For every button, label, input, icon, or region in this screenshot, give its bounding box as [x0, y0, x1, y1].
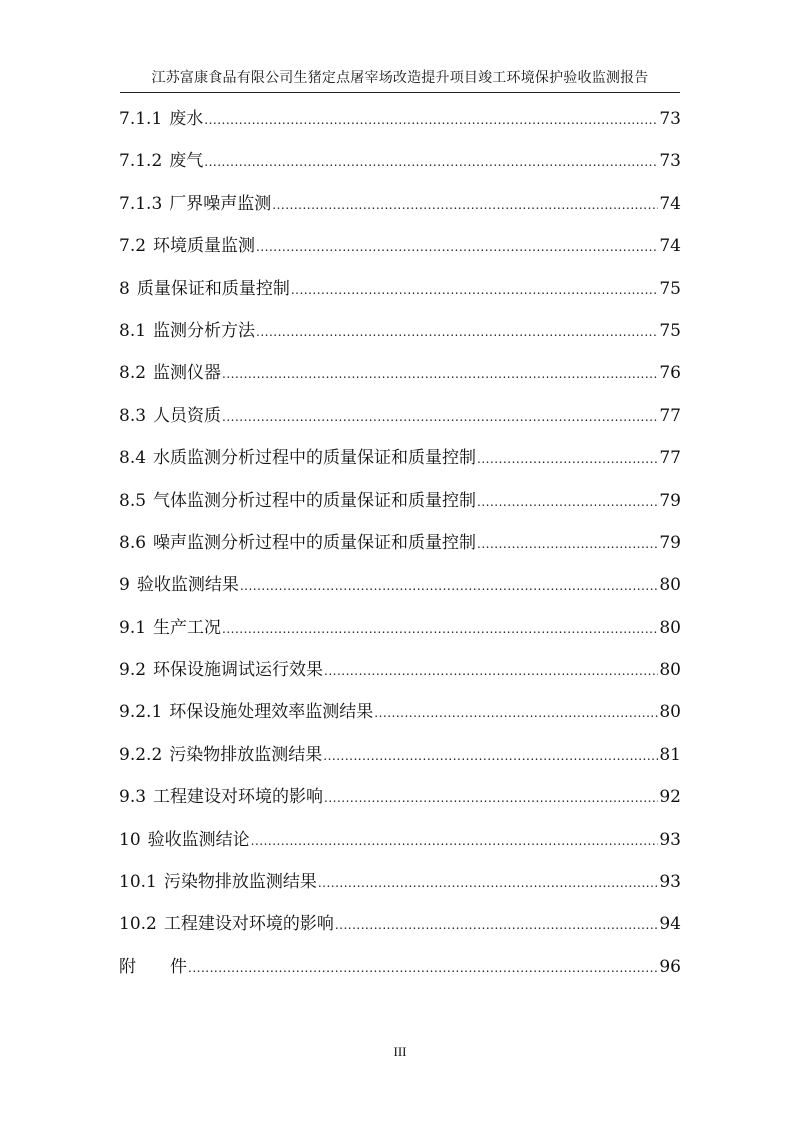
- toc-entry-number: 9.1: [119, 617, 147, 638]
- toc-leader-dots: [188, 955, 658, 981]
- toc-entry[interactable]: [119, 148, 681, 190]
- table-of-contents: [119, 106, 681, 996]
- toc-entry-number: 7.1.3: [119, 193, 163, 214]
- toc-entry-title: 厂界噪声监测: [169, 193, 272, 214]
- toc-entry-number: 7.1.2: [119, 151, 163, 172]
- toc-entry-number: 8.6: [119, 532, 147, 553]
- toc-leader-dots: [324, 785, 658, 811]
- toc-leader-dots: [222, 361, 658, 387]
- toc-entry[interactable]: [119, 488, 681, 530]
- toc-entry-page: 96: [659, 956, 681, 977]
- toc-entry-title: 验收监测结果: [136, 575, 239, 596]
- toc-entry[interactable]: [119, 827, 681, 869]
- toc-leader-dots: [256, 234, 658, 260]
- toc-entry-number: 10: [119, 829, 141, 850]
- toc-entry-number: 7.2: [119, 236, 147, 257]
- toc-entry-page: 80: [659, 660, 681, 681]
- toc-entry[interactable]: [119, 403, 681, 445]
- toc-entry-number: 8.1: [119, 320, 147, 341]
- toc-entry-number: 10.2: [119, 914, 157, 935]
- toc-entry-number: 9.2.1: [119, 702, 163, 723]
- toc-leader-dots: [477, 531, 658, 557]
- toc-entry-number: 8.3: [119, 405, 147, 426]
- toc-entry[interactable]: [119, 657, 681, 699]
- toc-entry[interactable]: [119, 911, 681, 953]
- toc-leader-dots: [222, 404, 658, 430]
- toc-entry-title: 人员资质: [153, 405, 222, 426]
- toc-leader-dots: [251, 828, 659, 854]
- toc-entry-title: 件: [143, 956, 188, 977]
- toc-entry-title: 污染物排放监测结果: [169, 744, 323, 765]
- toc-leader-dots: [272, 192, 658, 218]
- toc-entry-title: 噪声监测分析过程中的质量保证和质量控制: [153, 532, 477, 553]
- toc-leader-dots: [318, 870, 659, 896]
- toc-entry-page: 80: [659, 617, 681, 638]
- toc-entry-title: 生产工况: [153, 617, 222, 638]
- toc-entry-page: 92: [659, 787, 681, 808]
- toc-entry-number: 8.4: [119, 448, 147, 469]
- toc-entry-title: 环保设施调试运行效果: [153, 660, 324, 681]
- toc-entry-page: 73: [659, 109, 681, 129]
- toc-entry-title: 环境质量监测: [153, 236, 256, 257]
- toc-entry-title: 水质监测分析过程中的质量保证和质量控制: [153, 448, 477, 469]
- toc-entry-title: 质量保证和质量控制: [136, 278, 290, 299]
- report-title: 江苏富康食品有限公司生猪定点屠宰场改造提升项目竣工环境保护验收监测报告: [151, 70, 649, 86]
- toc-leader-dots: [222, 616, 658, 642]
- toc-entry-page: 93: [659, 829, 681, 850]
- toc-entry[interactable]: [119, 445, 681, 487]
- toc-entry[interactable]: [119, 572, 681, 614]
- toc-leader-dots: [477, 489, 658, 515]
- toc-leader-dots: [256, 319, 658, 345]
- toc-entry-page: 75: [659, 278, 681, 299]
- page-number: III: [393, 1044, 407, 1059]
- toc-entry-page: 79: [659, 532, 681, 553]
- toc-entry[interactable]: [119, 699, 681, 741]
- toc-entry-page: 76: [659, 363, 681, 384]
- toc-entry[interactable]: [119, 530, 681, 572]
- toc-leader-dots: [204, 107, 658, 133]
- toc-entry-title: 环保设施处理效率监测结果: [169, 702, 374, 723]
- toc-entry[interactable]: [119, 784, 681, 826]
- toc-entry-page: 74: [659, 193, 681, 214]
- toc-entry-number: 10.1: [119, 872, 157, 893]
- toc-entry-page: 77: [659, 405, 681, 426]
- toc-entry-page: 75: [659, 320, 681, 341]
- toc-entry-title: 污染物排放监测结果: [163, 872, 317, 893]
- toc-entry-title: 工程建设对环境的影响: [163, 914, 334, 935]
- toc-leader-dots: [323, 743, 658, 769]
- toc-entry[interactable]: [119, 106, 681, 148]
- toc-entry-page: 94: [659, 914, 681, 935]
- toc-leader-dots: [335, 912, 659, 938]
- toc-entry-title: 监测仪器: [153, 363, 222, 384]
- toc-entry-number: 9.2.2: [119, 744, 163, 765]
- toc-entry[interactable]: [119, 615, 681, 657]
- toc-entry[interactable]: [119, 869, 681, 911]
- toc-entry-number: 8.5: [119, 490, 147, 511]
- toc-entry-number: 7.1.1: [119, 109, 163, 129]
- toc-entry-title: 废水: [169, 109, 204, 129]
- toc-entry-page: 80: [659, 575, 681, 596]
- toc-entry-number: 9.3: [119, 787, 147, 808]
- toc-entry-number: 9: [119, 575, 130, 596]
- toc-leader-dots: [291, 277, 659, 303]
- toc-entry-number: 8.2: [119, 363, 147, 384]
- toc-entry-page: 93: [659, 872, 681, 893]
- toc-leader-dots: [477, 446, 658, 472]
- toc-entry-page: 79: [659, 490, 681, 511]
- toc-leader-dots: [240, 573, 659, 599]
- toc-entry-title: 监测分析方法: [153, 320, 256, 341]
- toc-entry[interactable]: [119, 276, 681, 318]
- toc-entry[interactable]: [119, 318, 681, 360]
- toc-leader-dots: [374, 700, 658, 726]
- toc-entry[interactable]: [119, 360, 681, 402]
- toc-entry-page: 77: [659, 448, 681, 469]
- toc-entry[interactable]: [119, 954, 681, 996]
- toc-entry[interactable]: [119, 742, 681, 784]
- toc-entry-page: 73: [659, 151, 681, 172]
- toc-leader-dots: [324, 658, 658, 684]
- toc-entry-page: 81: [659, 744, 681, 765]
- toc-leader-dots: [204, 149, 658, 175]
- toc-entry-page: 74: [659, 236, 681, 257]
- toc-entry-page: 80: [659, 702, 681, 723]
- toc-entry[interactable]: [119, 233, 681, 275]
- toc-entry-number: 9.2: [119, 660, 147, 681]
- toc-entry-title: 废气: [169, 151, 204, 172]
- toc-entry-title: 工程建设对环境的影响: [153, 787, 324, 808]
- toc-entry-number: 8: [119, 278, 130, 299]
- page-header: [120, 68, 680, 93]
- toc-entry-number: 附: [119, 956, 136, 977]
- toc-entry-title: 气体监测分析过程中的质量保证和质量控制: [153, 490, 477, 511]
- toc-entry[interactable]: [119, 191, 681, 233]
- toc-entry-title: 验收监测结论: [147, 829, 250, 850]
